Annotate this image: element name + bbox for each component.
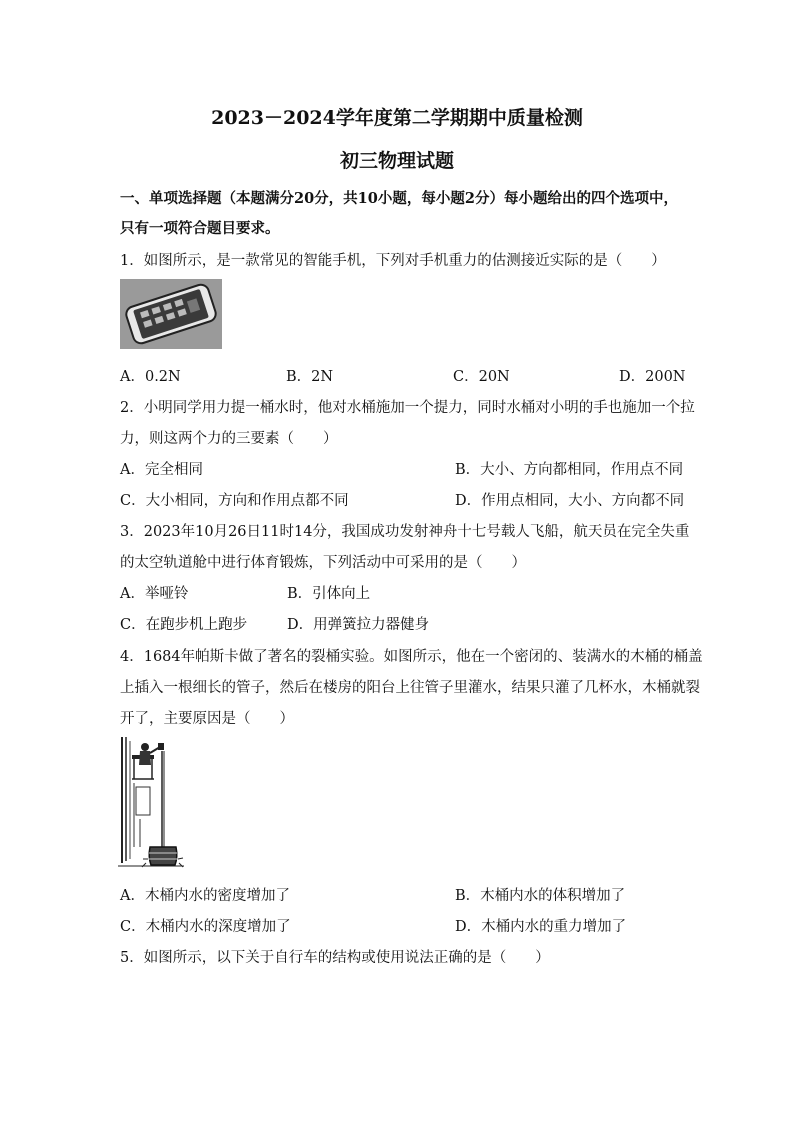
q2-option-d[interactable]: D．作用点相同，大小、方向都不同 bbox=[455, 493, 685, 509]
question-4-stem-cont1: 上插入一根细长的管子，然后在楼房的阳台上往管子里灌水，结果只灌了几杯水，木桶就裂 bbox=[120, 680, 700, 696]
smartphone-photo-icon bbox=[120, 279, 222, 349]
q2-option-c[interactable]: C．大小相同，方向和作用点都不同 bbox=[120, 493, 349, 509]
smartphone-figure bbox=[120, 279, 222, 349]
q3-option-a[interactable]: A．举哑铃 bbox=[120, 586, 189, 602]
question-1-stem: 1．如图所示，是一款常见的智能手机，下列对手机重力的估测接近实际的是（ ） bbox=[120, 253, 666, 269]
section-heading-cont: 只有一项符合题目要求。 bbox=[120, 220, 280, 237]
question-2-stem: 2．小明同学用力提一桶水时，他对水桶施加一个提力，同时水桶对小明的手也施加一个拉 bbox=[120, 400, 695, 416]
question-3-stem: 3．2023年10月26日11时14分，我国成功发射神舟十七号载人飞船，航天员在完全失重 bbox=[120, 524, 690, 540]
pascal-barrel-figure bbox=[118, 735, 184, 869]
q1-option-a[interactable]: A．0.2N bbox=[120, 369, 181, 385]
q4-option-a[interactable]: A．木桶内水的密度增加了 bbox=[120, 888, 290, 904]
q1-option-b[interactable]: B．2N bbox=[286, 369, 334, 385]
q3-option-c[interactable]: C．在跑步机上跑步 bbox=[120, 617, 248, 633]
question-3-stem-cont: 的太空轨道舱中进行体育锻炼，下列活动中可采用的是（ ） bbox=[120, 555, 526, 571]
exam-title: 2023－2024学年度第二学期期中质量检测 bbox=[211, 107, 583, 129]
question-4-stem-cont2: 开了，主要原因是（ ） bbox=[120, 711, 294, 727]
question-5-stem: 5．如图所示，以下关于自行车的结构或使用说法正确的是（ ） bbox=[120, 950, 550, 966]
q4-option-d[interactable]: D．木桶内水的重力增加了 bbox=[455, 919, 627, 935]
q2-option-a[interactable]: A．完全相同 bbox=[120, 462, 203, 478]
q2-option-b[interactable]: B．大小、方向都相同，作用点不同 bbox=[455, 462, 684, 478]
q1-option-c[interactable]: C．20N bbox=[453, 369, 510, 385]
question-4-stem: 4．1684年帕斯卡做了著名的裂桶实验。如图所示，他在一个密闭的、装满水的木桶的桶盖 bbox=[120, 649, 703, 665]
section-heading: 一、单项选择题（本题满分20分，共10小题，每小题2分）每小题给出的四个选项中， bbox=[120, 190, 678, 207]
q4-option-c[interactable]: C．木桶内水的深度增加了 bbox=[120, 919, 291, 935]
pascal-barrel-icon bbox=[118, 735, 184, 869]
q3-option-b[interactable]: B．引体向上 bbox=[287, 586, 371, 602]
q3-option-d[interactable]: D．用弹簧拉力器健身 bbox=[287, 617, 430, 633]
question-2-stem-cont: 力，则这两个力的三要素（ ） bbox=[120, 431, 338, 447]
exam-subtitle: 初三物理试题 bbox=[339, 150, 454, 172]
q4-option-b[interactable]: B．木桶内水的体积增加了 bbox=[455, 888, 626, 904]
q1-option-d[interactable]: D．200N bbox=[619, 369, 686, 385]
